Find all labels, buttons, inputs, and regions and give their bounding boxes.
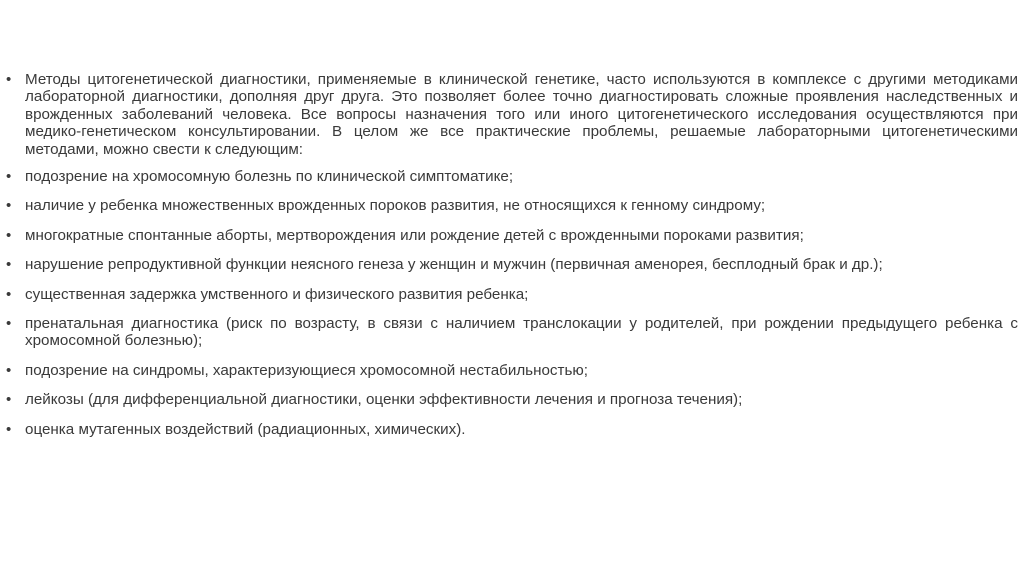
list-item-text: многократные спонтанные аборты, мертворождения или рождение детей с врожденными пороками развития; [25, 226, 804, 244]
list-item-text: лейкозы (для дифференциальной диагностики, оценки эффективности лечения и прогноза течения); [25, 391, 743, 409]
bullet-icon: • [6, 71, 12, 88]
list-item [6, 286, 1018, 303]
list-item [6, 197, 1018, 214]
bullet-icon: • [6, 315, 12, 333]
bullet-list [6, 71, 1018, 450]
bullet-icon: • [6, 361, 12, 379]
list-item [6, 315, 1018, 350]
list-item [6, 391, 1018, 408]
bullet-icon: • [6, 168, 12, 186]
bullet-icon: • [6, 420, 12, 438]
list-item-text: существенная задержка умственного и физического развития ребенка; [25, 285, 529, 303]
bullet-icon: • [6, 197, 12, 215]
list-item [6, 227, 1018, 244]
list-item-text: Методы цитогенетической диагностики, применяемые в клинической генетике, часто используются в комплексе с другими методиками лабораторной диагностики, дополняя друг друга. Это позволяет более точно диагностировать сложные проявления наследственных и врожденных заболеваний человека. Все вопросы назначения того или иного цитогенетического исследования осуществляются при медико-генетическом консультировании. В целом же все практические проблемы, решаемые лабораторными цитогенетическими методами, можно свести к следующим: [25, 71, 1018, 158]
bullet-icon: • [6, 256, 12, 274]
list-item [6, 256, 1018, 273]
bullet-icon: • [6, 285, 12, 303]
list-item-text: пренатальная диагностика (риск по возрасту, в связи с наличием транслокации у родителей, при рождении предыдущего ребенка с хромосомной болезнью); [25, 315, 1018, 350]
list-item [6, 362, 1018, 379]
list-item-text: подозрение на хромосомную болезнь по клинической симптоматике; [25, 168, 514, 186]
list-item [6, 168, 1018, 185]
list-item [6, 71, 1018, 158]
list-item-text: подозрение на синдромы, характеризующиеся хромосомной нестабильностью; [25, 361, 589, 379]
bullet-icon: • [6, 391, 12, 409]
list-item-text: наличие у ребенка множественных врожденных пороков развития, не относящихся к генному синдрому; [25, 197, 766, 215]
bullet-icon: • [6, 226, 12, 244]
list-item [6, 421, 1018, 438]
list-item-text: нарушение репродуктивной функции неясного генеза у женщин и мужчин (первичная аменорея, бесплодный брак и др.); [25, 256, 883, 274]
list-item-text: оценка мутагенных воздействий (радиационных, химических). [25, 420, 466, 438]
